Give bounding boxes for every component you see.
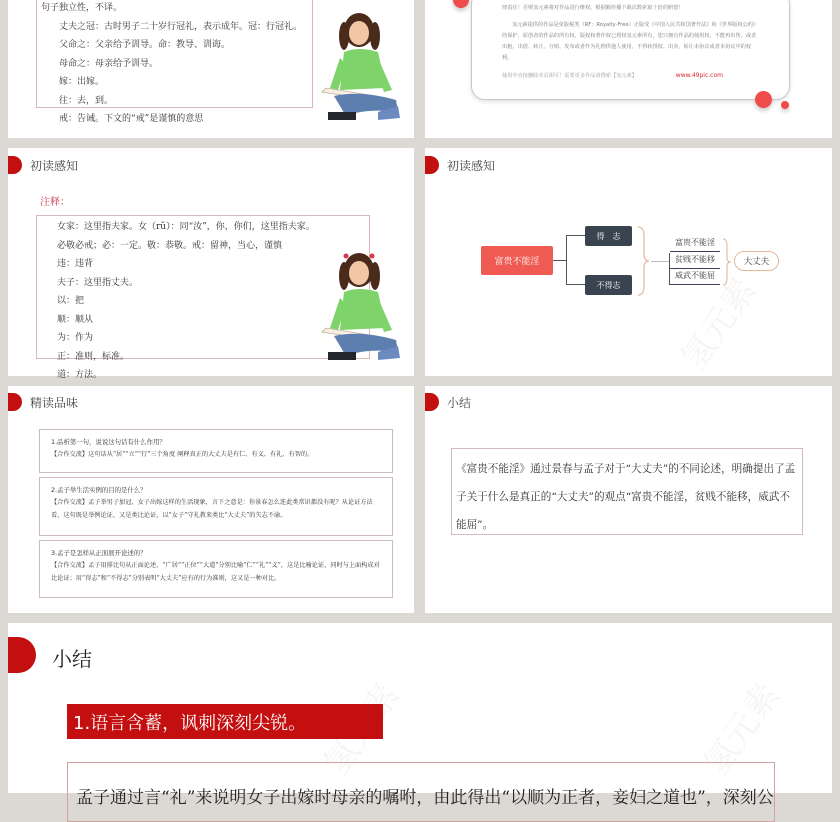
question-box xyxy=(39,477,393,536)
brace-icon xyxy=(636,226,650,296)
footer-hint: 使用中直接删除本页即可！需要更多作品请搜索【氢元素】 xyxy=(502,73,637,79)
header-tab-marker xyxy=(8,637,36,673)
mindmap-branch-node: 得 志 xyxy=(585,226,632,246)
notes-box xyxy=(36,0,313,124)
slide-close-reading[interactable] xyxy=(8,386,414,613)
brace-icon xyxy=(722,238,732,286)
connector-line xyxy=(566,235,567,285)
summary-text: 《富贵不能淫》通过景春与孟子对于“大丈夫”的不同论述，明确提出了孟子关于什么是真正的“大丈夫”的观点“富贵不能淫，贫贱不能移，威武不能屈”。 xyxy=(456,463,796,531)
girl-reading-image xyxy=(316,248,412,372)
note-line: 女家：这里指夫家。女（rǔ）：同“汝”，你，你们，这里指夫家。 xyxy=(57,222,315,232)
note-line: 以：把 xyxy=(57,296,85,306)
note-line: 嫁：出嫁。 xyxy=(59,77,105,87)
point-banner: 1.语言含蓄，讽刺深刻尖锐。 xyxy=(67,704,383,739)
connector-line xyxy=(651,261,669,262)
decor-dot-small xyxy=(781,101,789,109)
summary-box xyxy=(451,448,803,535)
copyright-card xyxy=(471,0,790,100)
note-line: 道：方法。 xyxy=(57,370,103,380)
mindmap-branch-node: 不得志 xyxy=(585,275,632,295)
note-line: 必敬必戒；必：一定。敬：恭敬。戒：留神，当心，谨慎 xyxy=(57,240,283,251)
question-text: 1.品析第一句，说说这句话有什么作用？ xyxy=(51,438,166,446)
note-line: 母命之：母亲给予训导。 xyxy=(59,58,159,69)
note-line: 违：违背 xyxy=(57,259,94,269)
note-line: 顺：顺从 xyxy=(57,314,94,325)
connector-line xyxy=(566,284,586,285)
slide-notes-continued[interactable] xyxy=(8,0,414,138)
slide-mindmap[interactable] xyxy=(425,148,832,376)
mindmap-leaf: 富贵不能淫 xyxy=(670,237,720,252)
note-line: 丈夫之冠：古时男子二十岁行冠礼，表示成年。冠：行冠礼。 xyxy=(59,21,303,32)
decor-dot-large xyxy=(453,0,469,8)
mindmap-leaf: 贫贱不能移 xyxy=(670,254,720,269)
header-tab-marker xyxy=(425,393,439,411)
question-box xyxy=(39,540,393,598)
website-link[interactable]: www.49pic.com xyxy=(675,72,723,79)
question-text: 3.孟子是怎样从正面展开论述的？ xyxy=(51,549,147,557)
question-box xyxy=(39,429,393,473)
mindmap-root-node: 富贵不能淫 xyxy=(481,246,553,275)
answer-text: 【合作交流】孟子用排比句从正面论述，“广居”“正位”“大道”分别比喻“仁”“礼”“义”，这是比喻论证，同时与上面构成对比论证；用“得志”和“不得志”分别表明“大丈夫”应有的行为准则，这又是一种对比。 xyxy=(51,562,380,582)
mindmap-leaf: 威武不能屈 xyxy=(670,270,720,285)
header-tab-marker xyxy=(425,156,439,174)
slide-title: 初读感知 xyxy=(447,159,496,173)
copyright-paragraph: 律责任！否则氢元素将对作品进行维权，根据额传播下载次数索取十倍的赔偿！ xyxy=(502,5,684,11)
note-line: 正：准则，标准。 xyxy=(57,351,130,362)
girl-reading-image xyxy=(316,8,412,132)
annotation-label: 注释： xyxy=(40,197,70,208)
mindmap-result-node: 大丈夫 xyxy=(734,251,779,271)
slide-summary-large[interactable] xyxy=(8,623,832,808)
note-line: 为：作为 xyxy=(57,333,94,343)
slide-title: 精读品味 xyxy=(30,396,79,410)
slide-summary[interactable] xyxy=(425,386,832,613)
slide-title: 小结 xyxy=(447,396,472,410)
answer-text: 【合作交流】孟子举男子加冠、女子出嫁这样的生活现象，言下之意是：你景春怎么连此类常识都没有呢？从论证方法看，这句既是举例论证，又是类比论证，以“女子”守礼教来类比“大丈夫”的矢志不渝。 xyxy=(51,499,373,519)
slide-copyright-notice[interactable] xyxy=(425,0,832,138)
explanation-box xyxy=(67,762,775,822)
note-line: 句子独立性，不译。 xyxy=(41,3,123,13)
header-tab-marker xyxy=(8,393,22,411)
answer-text: 【合作交流】这句话从“居”“立”“行”三个角度 阐释真正的大丈夫是有仁、有义、有礼、有智的。 xyxy=(51,451,314,458)
slide-title: 小结 xyxy=(52,647,92,671)
copyright-paragraph: 氢元素提供的作品是免版税类（RF：Royalty-Free）正版受《中国人民共和国著作法》和《世界版权公约》的保护，原创者的作品的所有权、版权和著作权已授权氢元素所有，您只拥有作品的使用权，不能再出售，或者出租、出借、转让、分销、发布或者作为礼物供他人使用，不得转授权、出卖、转让本协议或者本协议中的权利。 xyxy=(502,22,759,61)
connector-line xyxy=(566,235,586,236)
connector-line xyxy=(553,260,567,261)
note-line: 戒：告诫。下文的“戒”是谨慎的意思 xyxy=(59,114,204,124)
explanation-text: 孟子通过言“礼”来说明女子出嫁时母亲的嘱咐，由此得出“以顺为正者，妾妇之道也”，深刻公 xyxy=(76,788,774,808)
slide-annotations[interactable] xyxy=(8,148,414,380)
note-line: 夫子：这里指丈夫。 xyxy=(57,277,139,288)
header-tab-marker xyxy=(8,156,22,174)
slide-title: 初读感知 xyxy=(30,159,79,173)
note-line: 父命之：父亲给予训导。命：教导、训诲。 xyxy=(59,40,231,50)
decor-dot-large xyxy=(755,91,772,108)
question-text: 2.孟子举生活实例的目的是什么？ xyxy=(51,486,147,494)
note-line: 往：去，到。 xyxy=(59,95,114,106)
